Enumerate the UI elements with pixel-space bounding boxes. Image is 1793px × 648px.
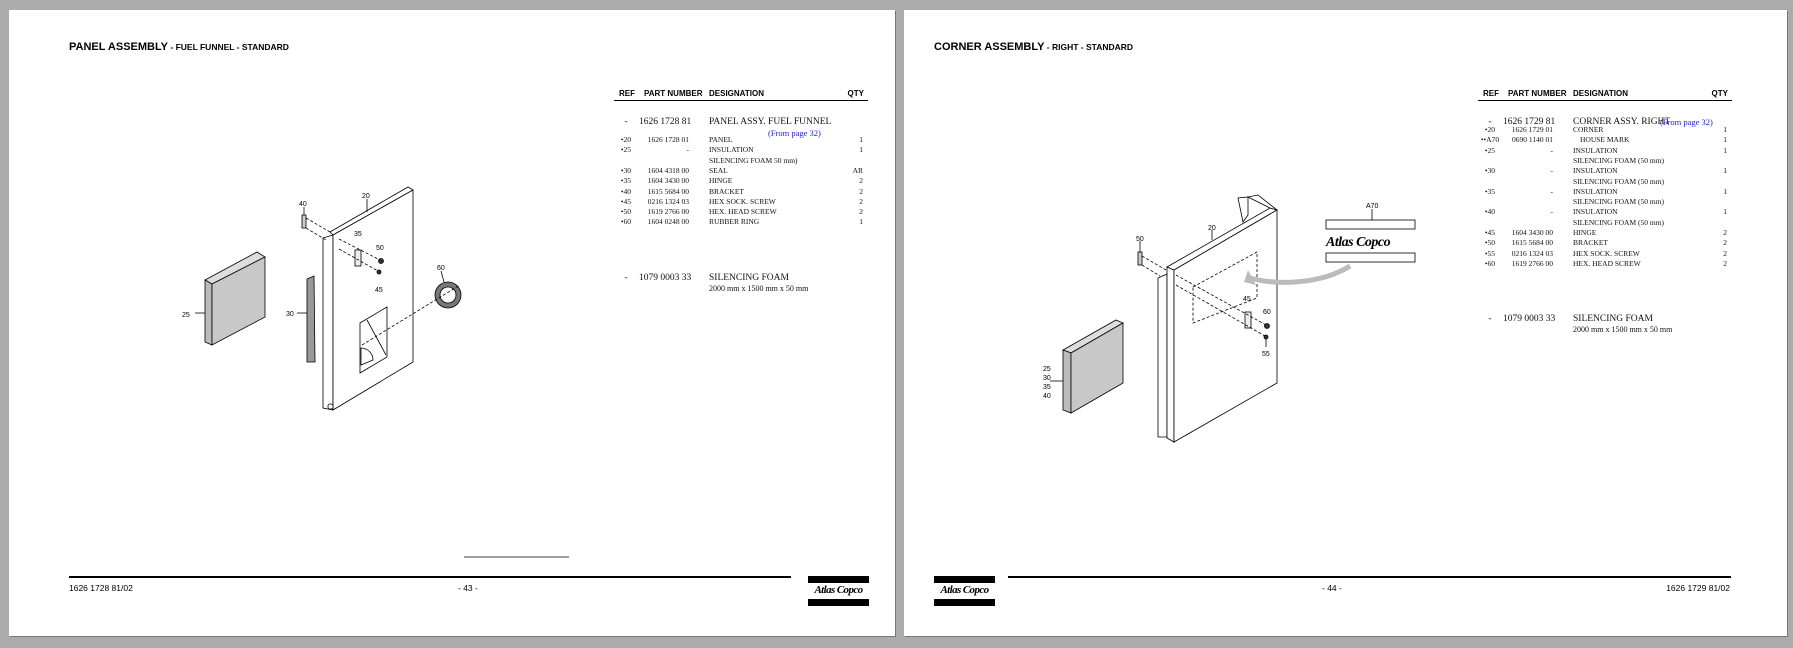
row-qty: 2 [859, 176, 863, 186]
foam-block [1063, 320, 1123, 413]
row-ref: •20 [620, 135, 632, 144]
row-ref: •45 [620, 196, 632, 206]
row-part-number: 1604 0248 00 [647, 217, 689, 227]
row-designation: BRACKET [1573, 238, 1609, 248]
row-part-number: 1604 4318 00 [647, 165, 689, 175]
row-designation: SILENCING FOAM (50 mm) [1573, 176, 1665, 186]
column-header-designation: DESIGNATION [1573, 89, 1628, 98]
column-header-ref: REF [1483, 89, 1499, 98]
row-designation: INSULATION [1573, 145, 1618, 155]
extra-ref: - [1488, 314, 1492, 324]
row-part-number: 1615 5684 00 [1511, 238, 1553, 248]
callout-50: 50 [1136, 236, 1144, 243]
column-header-ref: REF [619, 89, 635, 98]
row-designation: SEAL [709, 165, 728, 175]
row-qty: 1 [1723, 145, 1727, 155]
row-qty: 1 [1723, 135, 1727, 145]
extra-ref: - [624, 273, 628, 283]
row-designation: HEX SOCK. SCREW [709, 196, 776, 206]
callout-50: 50 [376, 245, 384, 252]
extra-part-number: 1079 0003 33 [1503, 314, 1556, 324]
callout-60: 60 [437, 265, 445, 272]
callout-30: 30 [286, 311, 294, 318]
footer-rule [69, 576, 791, 578]
page-number: - 43 - [458, 583, 478, 593]
row-qty: 2 [1723, 238, 1727, 248]
row-designation: HEX. HEAD SCREW [1573, 258, 1641, 268]
row-part-number: 0690 1140 01 [1512, 135, 1553, 145]
callout-25: 25 [1043, 366, 1051, 373]
row-part-number: 1626 1729 01 [1511, 125, 1553, 134]
row-designation: SILENCING FOAM 50 mm) [709, 155, 798, 165]
row-designation: CORNER [1573, 125, 1604, 134]
column-header-part: PART NUMBER [1508, 89, 1567, 98]
row-qty: 1 [1723, 125, 1727, 134]
row-ref: •35 [620, 176, 632, 186]
extra-part-number: 1079 0003 33 [639, 273, 692, 283]
corner-20 [1158, 195, 1277, 442]
row-qty: 2 [859, 186, 863, 196]
callout-25: 25 [182, 312, 190, 319]
atlas-copco-logo [808, 576, 869, 606]
row-part-number: 1626 1728 01 [647, 135, 689, 144]
column-header-part: PART NUMBER [644, 89, 703, 98]
extra-detail: 2000 mm x 1500 mm x 50 mm [1573, 325, 1673, 334]
row-ref: •60 [620, 217, 632, 227]
row-qty: 1 [1723, 186, 1727, 196]
row-designation: PANEL [709, 135, 733, 144]
row-qty: 2 [1723, 228, 1727, 237]
from-page-link[interactable]: (From page 32) [768, 128, 821, 138]
row-qty: 1 [859, 145, 863, 155]
row-qty: AR [852, 165, 863, 175]
extra-detail: 2000 mm x 1500 mm x 50 mm [709, 284, 809, 293]
screw-45 [377, 270, 381, 274]
row-designation: HEX SOCK. SCREW [1573, 248, 1640, 258]
column-header-qty: QTY [847, 89, 864, 98]
row-part-number: - [1550, 166, 1553, 176]
row-part-number: - [1550, 186, 1553, 196]
panel-20 [323, 187, 413, 410]
row-designation: HEX. HEAD SCREW [709, 207, 777, 217]
foam-block-25 [205, 252, 265, 345]
row-part-number: 1604 3430 00 [647, 176, 689, 186]
row-ref: •30 [1484, 166, 1496, 176]
row-ref: •25 [620, 145, 632, 155]
callout-20: 20 [1208, 225, 1216, 232]
callout-55: 55 [1262, 351, 1270, 358]
doc-number: 1626 1728 81/02 [69, 583, 133, 593]
callout-40: 40 [1043, 393, 1051, 400]
row-designation: INSULATION [709, 145, 754, 155]
main-part-number: 1626 1729 81 [1503, 117, 1556, 127]
row-ref: •30 [620, 165, 632, 175]
row-qty: 2 [1723, 248, 1727, 258]
column-header-qty: QTY [1711, 89, 1728, 98]
row-qty: 1 [859, 135, 863, 144]
row-qty: 1 [1723, 166, 1727, 176]
from-page-link[interactable]: (From page 32) [1660, 117, 1713, 127]
row-designation: INSULATION [1573, 207, 1618, 217]
callout-20: 20 [362, 193, 370, 200]
row-part-number: - [1550, 207, 1553, 217]
house-mark-strip-bottom [1326, 253, 1415, 262]
row-qty: 1 [859, 217, 863, 227]
row-designation: INSULATION [1573, 186, 1618, 196]
panel-assembly-diagram [195, 187, 461, 410]
row-part-number: 1619 2766 00 [1511, 258, 1553, 268]
main-ref: - [624, 117, 628, 127]
row-qty: 1 [1723, 207, 1727, 217]
row-ref: •50 [1484, 238, 1496, 248]
row-part-number: 1604 3430 00 [1511, 228, 1553, 237]
house-mark-logo: Atlas Copco [1326, 235, 1391, 250]
logo-text: Atlas Copco [940, 584, 989, 596]
row-qty: 2 [859, 196, 863, 206]
house-mark-strip-top [1326, 220, 1415, 229]
main-ref: - [1488, 117, 1492, 127]
row-qty: 2 [859, 207, 863, 217]
row-ref: •40 [620, 186, 632, 196]
extra-designation: SILENCING FOAM [709, 273, 789, 283]
title-sub: - FUEL FUNNEL - STANDARD [168, 42, 289, 52]
callout-45: 45 [375, 287, 383, 294]
row-part-number: 0216 1324 03 [647, 196, 689, 206]
row-designation: HINGE [1573, 228, 1597, 237]
callout-40: 40 [299, 201, 307, 208]
row-ref: •25 [1484, 145, 1496, 155]
main-part-number: 1626 1728 81 [639, 117, 692, 127]
logo-text: Atlas Copco [814, 584, 863, 596]
row-ref: ••A70 [1480, 135, 1500, 145]
title-main: PANEL ASSEMBLY [69, 41, 169, 53]
atlas-copco-logo [934, 576, 995, 606]
rubber-ring-60 [435, 282, 461, 308]
row-designation: HINGE [709, 176, 733, 186]
row-part-number: - [1550, 145, 1553, 155]
row-ref: •60 [1484, 258, 1496, 268]
callout-a70: A70 [1366, 203, 1379, 210]
title-main: CORNER ASSEMBLY [934, 41, 1045, 53]
row-part-number: 1619 2766 00 [647, 207, 689, 217]
doc-number: 1626 1729 81/02 [1666, 583, 1730, 593]
callout-35: 35 [1043, 384, 1051, 391]
title-sub: - RIGHT - STANDARD [1044, 42, 1134, 52]
row-qty: 2 [1723, 258, 1727, 268]
row-part-number: 0216 1324 03 [1511, 248, 1553, 258]
corner-assembly-diagram [1050, 195, 1415, 442]
row-part-number: 1615 5684 00 [647, 186, 689, 196]
row-designation: SILENCING FOAM (50 mm) [1573, 197, 1665, 207]
main-designation: CORNER ASSY. RIGHT [1573, 117, 1671, 127]
row-designation: SILENCING FOAM (50 mm) [1573, 217, 1665, 227]
page-number: - 44 - [1322, 583, 1342, 593]
seal-30 [307, 276, 315, 362]
hinge-45 [1245, 312, 1251, 328]
row-designation: INSULATION [1573, 166, 1618, 176]
row-designation: RUBBER RING [709, 217, 760, 227]
row-ref: •20 [1484, 125, 1496, 134]
row-designation: BRACKET [709, 186, 745, 196]
bracket-50 [1138, 252, 1142, 265]
row-ref: •35 [1484, 186, 1496, 196]
row-ref: •55 [1484, 248, 1496, 258]
callout-30: 30 [1043, 375, 1051, 382]
footer-rule [1008, 576, 1731, 578]
bracket-40 [302, 215, 306, 228]
extra-designation: SILENCING FOAM [1573, 314, 1653, 324]
hinge-35 [355, 250, 361, 266]
row-ref: •40 [1484, 207, 1496, 217]
row-ref: •50 [620, 207, 632, 217]
column-header-designation: DESIGNATION [709, 89, 764, 98]
row-designation: SILENCING FOAM (50 mm) [1573, 155, 1665, 165]
callout-45: 45 [1243, 296, 1251, 303]
main-designation: PANEL ASSY. FUEL FUNNEL [709, 117, 832, 127]
row-designation: HOUSE MARK [1580, 135, 1630, 145]
callout-60: 60 [1263, 309, 1271, 316]
callout-35: 35 [354, 231, 362, 238]
row-ref: •45 [1484, 228, 1496, 237]
row-part-number: - [686, 145, 689, 155]
